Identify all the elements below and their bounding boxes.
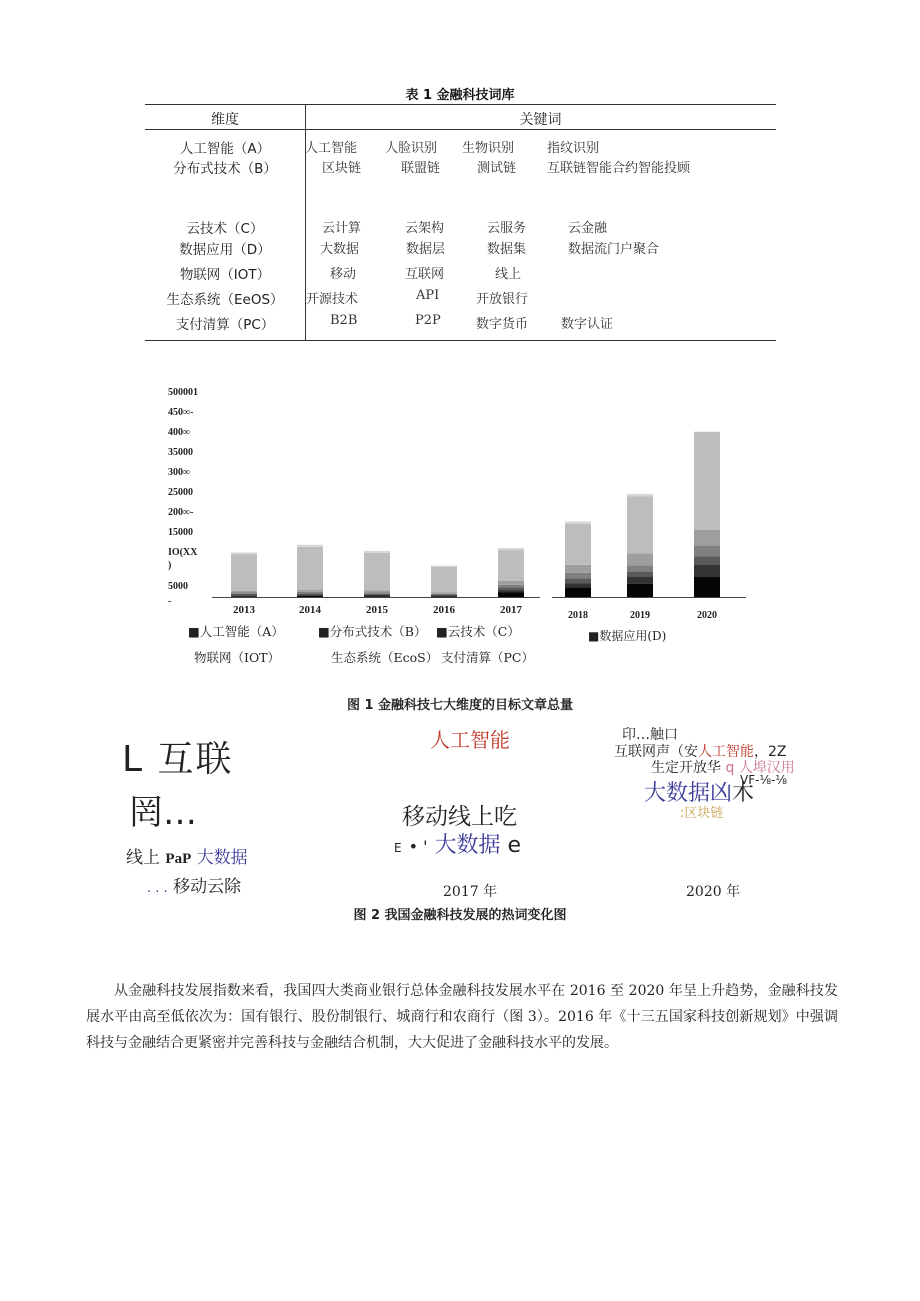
wordcloud-2017-center-low <box>394 828 521 859</box>
table-row <box>145 157 776 177</box>
bar-segment <box>297 593 323 594</box>
keyword-cell: P2P <box>415 313 441 328</box>
table-row <box>145 263 776 283</box>
bars <box>231 432 720 597</box>
figure2-caption: 图 2 我国金融科技发展的热词变化图 <box>353 908 567 923</box>
bar-segment <box>498 550 524 581</box>
bar-segment <box>231 593 257 594</box>
x-tick-label: 2019 <box>630 610 650 620</box>
keyword-cell: 区块链 <box>322 161 362 176</box>
bar-segment <box>694 564 720 576</box>
keyword-cell: 云服务 <box>487 221 527 236</box>
year-label-2017: 2017 年 <box>443 884 498 900</box>
legend-item-data: ■数据应用(D) <box>588 629 667 643</box>
wordcloud-2020-line4: VF-⅛-⅛ <box>740 773 788 787</box>
keyword-cell: 人工智能 <box>305 141 358 156</box>
bar-segment <box>627 571 653 577</box>
bar-segment <box>565 583 591 587</box>
bar-segment <box>627 496 653 553</box>
bar-segment <box>297 547 323 590</box>
bar-segment <box>694 556 720 564</box>
bar-segment <box>565 565 591 573</box>
cloud-word: • ' <box>408 837 428 856</box>
wordcloud-2017-left-line2: 罔… <box>129 793 197 833</box>
cloud-word: q 人埠汉用 <box>725 760 795 776</box>
bar-segment <box>364 594 390 595</box>
cloud-word: . . . <box>147 881 168 896</box>
keyword-cell: 线上 <box>495 267 522 282</box>
keyword-cell: 数据集 <box>487 242 527 257</box>
wordcloud-2017-center-mid: 移动线上吃 <box>402 804 517 830</box>
bar-segment <box>627 566 653 572</box>
wordcloud-2020-line6: :区块链 <box>680 806 724 821</box>
y-tick-label: 25000 <box>168 487 193 498</box>
bar-segment <box>565 587 591 597</box>
x-tick-label: 2017 <box>500 604 522 616</box>
keyword-cell: 开放银行 <box>476 292 529 307</box>
legend-item-pc: 支付清算（PC） <box>441 650 534 665</box>
keyword-cell: API <box>416 288 440 303</box>
y-tick-label: 35000 <box>168 447 193 458</box>
cloud-word: PaP <box>165 851 192 867</box>
y-axis-ticks <box>168 387 198 607</box>
cloud-word: 移动云除 <box>173 877 242 897</box>
dimension-cell: 数据应用（D） <box>179 242 271 258</box>
dimension-cell: 分布式技术（B） <box>173 161 277 177</box>
cloud-word: 大数据凶 <box>644 781 733 806</box>
bar-segment <box>627 553 653 565</box>
keyword-cell: 生物识别 <box>462 141 515 156</box>
y-tick-label: 15000 <box>168 527 193 538</box>
bar-segment <box>565 573 591 578</box>
x-tick-label: 2020 <box>697 610 717 620</box>
keyword-cell: 指纹识别 <box>547 141 600 156</box>
keyword-cell: 开源技术 <box>306 292 359 307</box>
cloud-word: 大数据 <box>434 833 501 858</box>
bar-segment <box>565 522 591 524</box>
bar-segment <box>565 524 591 565</box>
table-row <box>145 217 776 237</box>
bar-segment <box>431 567 457 593</box>
table-row <box>145 238 776 258</box>
bar-segment <box>431 595 457 596</box>
bar-segment <box>498 581 524 585</box>
keyword-cell: 数据层 <box>406 242 446 257</box>
keyword-cell: 互联网 <box>405 267 445 282</box>
x-tick-label: 2014 <box>299 604 321 616</box>
cloud-word: 互联网声（安 <box>614 744 698 760</box>
legend-item-ai: ■人工智能（A） <box>188 624 284 639</box>
keyword-cell: 联盟链 <box>401 161 441 176</box>
bar-segment <box>231 591 257 593</box>
bar-segment <box>231 554 257 591</box>
wordcloud-2017-left-line3 <box>126 843 248 868</box>
wordcloud-2017-left-line4 <box>147 872 241 897</box>
bar-segment <box>627 577 653 584</box>
header-dimension: 维度 <box>211 112 239 128</box>
y-tick-label: 400∞ <box>168 427 191 438</box>
legend-item-ecos: 生态系统（EcoS） <box>331 650 439 665</box>
bar-segment <box>498 592 524 597</box>
y-tick-label: 300∞ <box>168 467 191 478</box>
keyword-cell: B2B <box>330 313 358 328</box>
year-label-2020: 2020 年 <box>686 884 741 900</box>
x-tick-label: 2013 <box>233 604 255 616</box>
keyword-cell: 移动 <box>330 267 357 282</box>
dimension-cell: 人工智能（A） <box>179 141 271 157</box>
keyword-cell: 数据流门户聚合 <box>568 242 660 257</box>
cloud-word: 线上 <box>126 848 160 868</box>
dimension-cell: 生态系统（EeOS） <box>166 292 284 308</box>
bar-segment <box>364 593 390 594</box>
bar-segment <box>297 545 323 547</box>
bar-segment <box>364 596 390 597</box>
x-tick-label: 2016 <box>433 604 455 616</box>
table-row <box>145 313 776 333</box>
bar-segment <box>694 432 720 530</box>
bar-segment <box>627 494 653 496</box>
keyword-cell: 数字认证 <box>561 317 614 332</box>
bar-segment <box>231 594 257 596</box>
dimension-cell: 物联网（IOT） <box>179 267 271 283</box>
bar-segment <box>231 553 257 555</box>
bar-segment <box>627 584 653 597</box>
keyword-cell: 云金融 <box>568 221 608 236</box>
legend-item-distributed: ■分布式技术（B） <box>318 624 427 639</box>
x-tick-label: 2015 <box>366 604 388 616</box>
cloud-word: 人工智能 <box>698 744 754 760</box>
wordcloud-2017-left-line1: L 互联 <box>122 739 234 780</box>
dimension-cell: 云技术（C） <box>186 221 264 237</box>
bar-segment <box>498 587 524 590</box>
bar-segment <box>297 596 323 597</box>
table-row <box>145 137 776 157</box>
bar-segment <box>694 546 720 556</box>
cloud-word: e <box>507 833 522 858</box>
keyword-cell: 大数据 <box>320 242 360 257</box>
bar-segment <box>431 596 457 597</box>
keyword-cell: 人脸识别 <box>385 141 438 156</box>
cloud-word: E <box>394 841 402 855</box>
bar-segment <box>364 590 390 592</box>
bar-segment <box>694 530 720 546</box>
bar-segment <box>364 553 390 591</box>
y-tick-label: IO(XX <box>168 547 198 558</box>
bar-segment <box>431 594 457 595</box>
bar-segment <box>565 578 591 583</box>
bar-segment <box>498 585 524 587</box>
legend-item-cloud: ■云技术（C） <box>436 624 520 639</box>
bar-segment <box>431 593 457 594</box>
keyword-cell: 云计算 <box>322 221 362 236</box>
dimension-cell: 支付清算（PC） <box>175 317 275 333</box>
figure1-caption: 图 1 金融科技七大维度的目标文章总量 <box>346 698 574 713</box>
header-keywords: 关键词 <box>519 112 562 128</box>
bar-segment <box>431 595 457 596</box>
stacked-bar-chart <box>160 380 760 620</box>
keyword-cell: 测试链 <box>477 161 517 176</box>
y-tick-label: 450∞- <box>168 407 194 418</box>
keyword-cell: 互联链智能合约智能投顾 <box>547 161 691 176</box>
y-tick-label: - <box>168 596 172 607</box>
table-caption: 表 1 金融科技词库 <box>405 88 515 103</box>
cloud-word: ，2Z <box>754 744 787 760</box>
wordcloud-2020-line1: 印…触口 <box>622 727 678 743</box>
bar-segment <box>694 577 720 597</box>
cloud-word: 木 <box>732 781 755 806</box>
keyword-table <box>145 104 776 341</box>
cloud-word: 大数据 <box>196 848 248 868</box>
legend-item-iot: 物联网（IOT） <box>194 650 281 665</box>
bar-segment <box>231 595 257 596</box>
y-tick-label: 500001 <box>168 387 198 398</box>
y-tick-label: 5000 <box>168 581 188 592</box>
bar-segment <box>297 595 323 596</box>
y-tick-label: ) <box>168 560 172 571</box>
x-tick-label: 2018 <box>568 610 588 620</box>
bar-segment <box>498 548 524 550</box>
keyword-cell: 云架构 <box>405 221 445 236</box>
keyword-cell: 数字货币 <box>476 317 529 332</box>
bar-segment <box>364 595 390 596</box>
x-axis-ticks <box>233 604 717 620</box>
cloud-word: 生定开放华 <box>651 760 721 776</box>
y-tick-label: 200∞- <box>168 507 194 518</box>
wordcloud-2017-center-top: 人工智能 <box>430 728 510 752</box>
bar-segment <box>498 590 524 592</box>
table-header-rule <box>145 129 776 130</box>
bar-segment <box>297 592 323 594</box>
body-paragraph: 从金融科技发展指数来看，我国四大类商业银行总体金融科技发展水平在 2016 至 2020 年呈上升趋势，金融科技发展水平由高至低依次为：国有银行、股份制银行、城商行和农商行（图 3）。2016 年《十三五国家科技创新规划》中强调科技与金融结合更紧密并完善科技与金融结合机制，大大促进了金融科技水平的发展。 <box>86 983 838 1051</box>
bar-segment <box>297 590 323 592</box>
bar-segment <box>431 566 457 567</box>
table-row <box>145 288 776 308</box>
bar-segment <box>364 551 390 553</box>
